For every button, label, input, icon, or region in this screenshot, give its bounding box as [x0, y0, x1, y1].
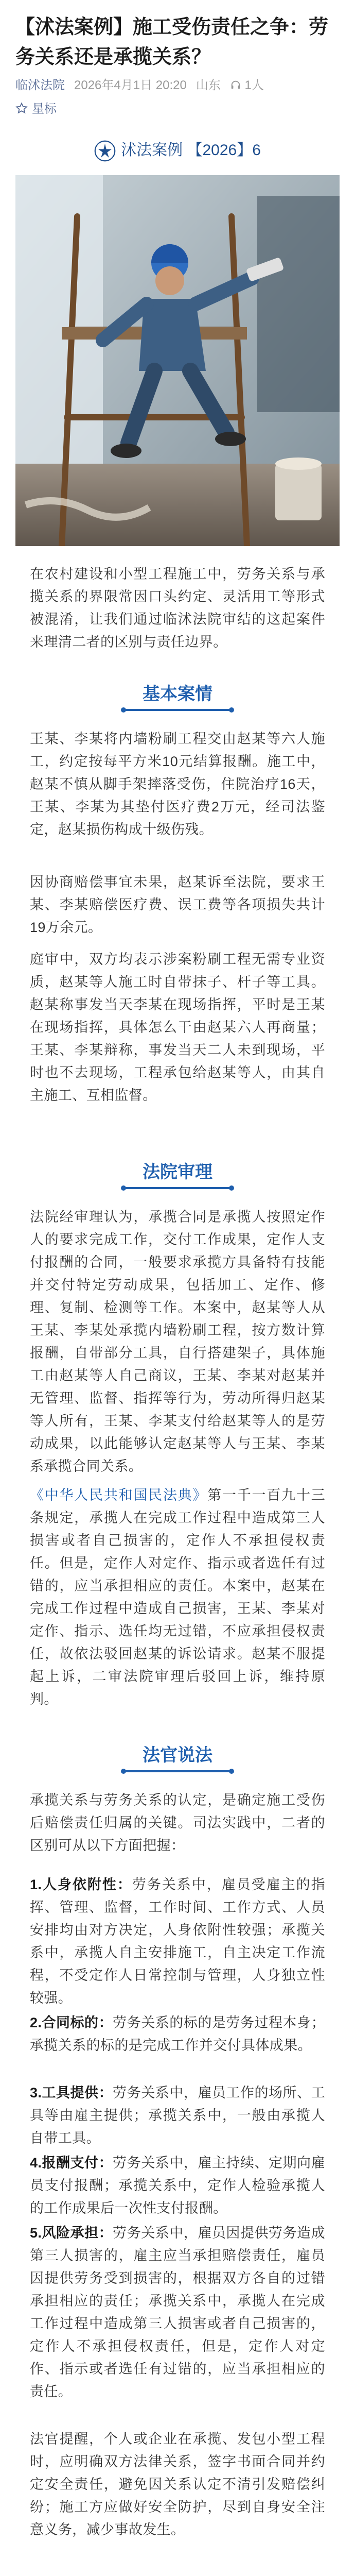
account-name-link[interactable]: 临沭法院: [15, 78, 65, 92]
point-item: [30, 2222, 325, 2403]
article-meta: [15, 76, 340, 95]
section-dot-right: [229, 707, 234, 713]
section-dot-right: [229, 1769, 234, 1774]
explain-paragraph-1: 承揽关系与劳务关系的认定，是确定施工受伤后赔偿责任归属的关键。司法实践中，二者的区别可从以下方面把握：: [30, 1792, 325, 1853]
point-item: [30, 2011, 325, 2057]
listen-count: 1人: [244, 78, 264, 92]
trial-paragraph-2-text: 第一千一百九十三条规定，承揽人在完成工作过程中造成第三人损害或者自己损害的，定作人不承担侵权责任。但是，定作人对定作、指示或者选任有过错的，应当承担相应的责任。本案中，赵某在完成工作过程中造成自己损害，王某、李某对定作、指示、选任均无过错，不应承担侵权责任，故依法驳回赵某的诉讼请求。赵某不服提起上诉，二审法院审理后驳回上诉，维持原判。: [30, 1487, 325, 1707]
series-label: 沭法案例: [121, 142, 183, 159]
point-item: [30, 2081, 325, 2149]
section-heading-basic: [100, 680, 255, 714]
publish-region: 山东: [196, 78, 221, 92]
point-text: 劳务关系中，雇员工作的场所、工具等由雇主提供；承揽关系中，一般由承揽人自带工具。: [30, 2085, 325, 2146]
section-underline: [125, 1187, 230, 1189]
explain-paragraph-2: 法官提醒，个人或企业在承揽、发包小型工程时，应明确双方法律关系，签字书面合同并约定安全责任，避免因关系认定不清引发赔偿纠纷；施工方应做好安全防护，尽到自身安全注意义务，减少事故发生。: [30, 2431, 325, 2537]
section-title: 法官说法: [143, 1745, 212, 1765]
section-dot-left: [121, 1185, 126, 1191]
point-item: [30, 2151, 325, 2219]
law-citation: 《中华人民共和国民法典》: [30, 1487, 208, 1503]
point-text: 劳务关系中，雇员受雇主的指挥、管理、监督，工作时间、工作方式、人员安排均由对方决定，人身依附性较强；承揽关系中，承揽人自主安排施工，自主决定工作流程，不受定作人日常控制与管理，人身独立性较强。: [30, 1877, 326, 2006]
basic-paragraph-2: 因协商赔偿事宜未果，赵某诉至法院，要求王某、李某赔偿医疗费、误工费等各项损失共计19万余元。: [30, 874, 325, 935]
star-label: 星标: [32, 102, 57, 116]
headphone-icon: [230, 79, 241, 91]
point-head: 1.人身依附性：: [30, 1877, 132, 1892]
star-button[interactable]: [15, 99, 57, 120]
publish-date: 2026年4月1日 20:20: [74, 78, 187, 92]
point-head: 3.工具提供：: [30, 2085, 113, 2100]
section-title: 基本案情: [143, 684, 212, 704]
point-text: 劳务关系中，雇员因提供劳务造成第三人损害的，雇主应当承担赔偿责任，雇员因提供劳务受到损害的，根据双方各自的过错承担相应的责任；承揽关系中，承揽人在完成工作过程中造成第三人损害或者自己损害的，定作人不承担侵权责任，但是，定作人对定作、指示或者选任有过错的，应当承担相应的责任。: [30, 2225, 325, 2399]
section-heading-trial: [100, 1158, 255, 1192]
basic-paragraph-3: 庭审中，双方均表示涉案粉刷工程无需专业资质，赵某等人施工时自带抹子、杆子等工具。赵某称事发当天李某在现场指挥，平时是王某在现场指挥，具体怎么干由赵某六人再商量；王某、李某辩称，事发当天二人未到现场，平时也不去现场，工程承包给赵某等人，由其自主施工、互相监督。: [30, 952, 325, 1103]
point-text: 劳务关系的标的是劳务过程本身；承揽关系的标的是完成工作并交付具体成果。: [30, 2015, 325, 2053]
trial-paragraph-2: [30, 1484, 325, 1710]
court-emblem-icon: [94, 140, 116, 162]
section-title: 法院审理: [143, 1162, 212, 1182]
article-title: 【沭法案例】施工受伤责任之争：劳务关系还是承揽关系？: [15, 16, 329, 68]
series-number: 【2026】6: [187, 142, 261, 159]
section-underline: [125, 1770, 230, 1772]
basic-paragraph-1: 王某、李某将内墙粉刷工程交由赵某等六人施工，约定按每平方米10元结算报酬。施工中，赵某不慎从脚手架摔落受伤，住院治疗16天，王某、李某为其垫付医疗费2万元，经司法鉴定，赵某损伤构成十级伤残。: [30, 731, 325, 837]
series-header: [15, 135, 340, 166]
article-illustration: [15, 175, 340, 546]
section-heading-explain: [100, 1741, 255, 1775]
point-head: 4.报酬支付：: [30, 2155, 113, 2171]
section-dot-left: [121, 1769, 126, 1774]
worker-scene-illustration: [15, 175, 340, 546]
section-underline: [125, 709, 230, 711]
section-dot-right: [229, 1185, 234, 1191]
star-icon: [15, 102, 28, 114]
trial-paragraph-1: 法院经审理认为，承揽合同是承揽人按照定作人的要求完成工作，交付工作成果，定作人支付报酬的合同，一般要求承揽方具备特有技能并交付特定劳动成果，包括加工、定作、修理、复制、检测等工作。本案中，赵某等人从王某、李某处承揽内墙粉刷工程，按方数计算报酬，自带部分工具，自行搭建架子，具体施工由赵某等人自己商议，王某、李某对赵某并无管理、监督、指挥等行为，劳动所得归赵某等人所有，王某、李某支付给赵某等人的是劳动成果，以此能够认定赵某等人与王某、李某系承揽合同关系。: [30, 1209, 325, 1474]
point-head: 5.风险承担：: [30, 2225, 113, 2241]
section-dot-left: [121, 707, 126, 713]
point-text: 劳务关系中，雇主持续、定期向雇员支付报酬；承揽关系中，定作人检验承揽人的工作成果后一次性支付报酬。: [30, 2155, 325, 2216]
point-head: 2.合同标的：: [30, 2015, 113, 2030]
intro-paragraph: 在农村建设和小型工程施工中，劳务关系与承揽关系的界限常因口头约定、灵活用工等形式被混淆，让我们通过临沭法院审结的这起案件来理清二者的区别与责任边界。: [30, 566, 325, 650]
point-item: [30, 1873, 325, 2009]
